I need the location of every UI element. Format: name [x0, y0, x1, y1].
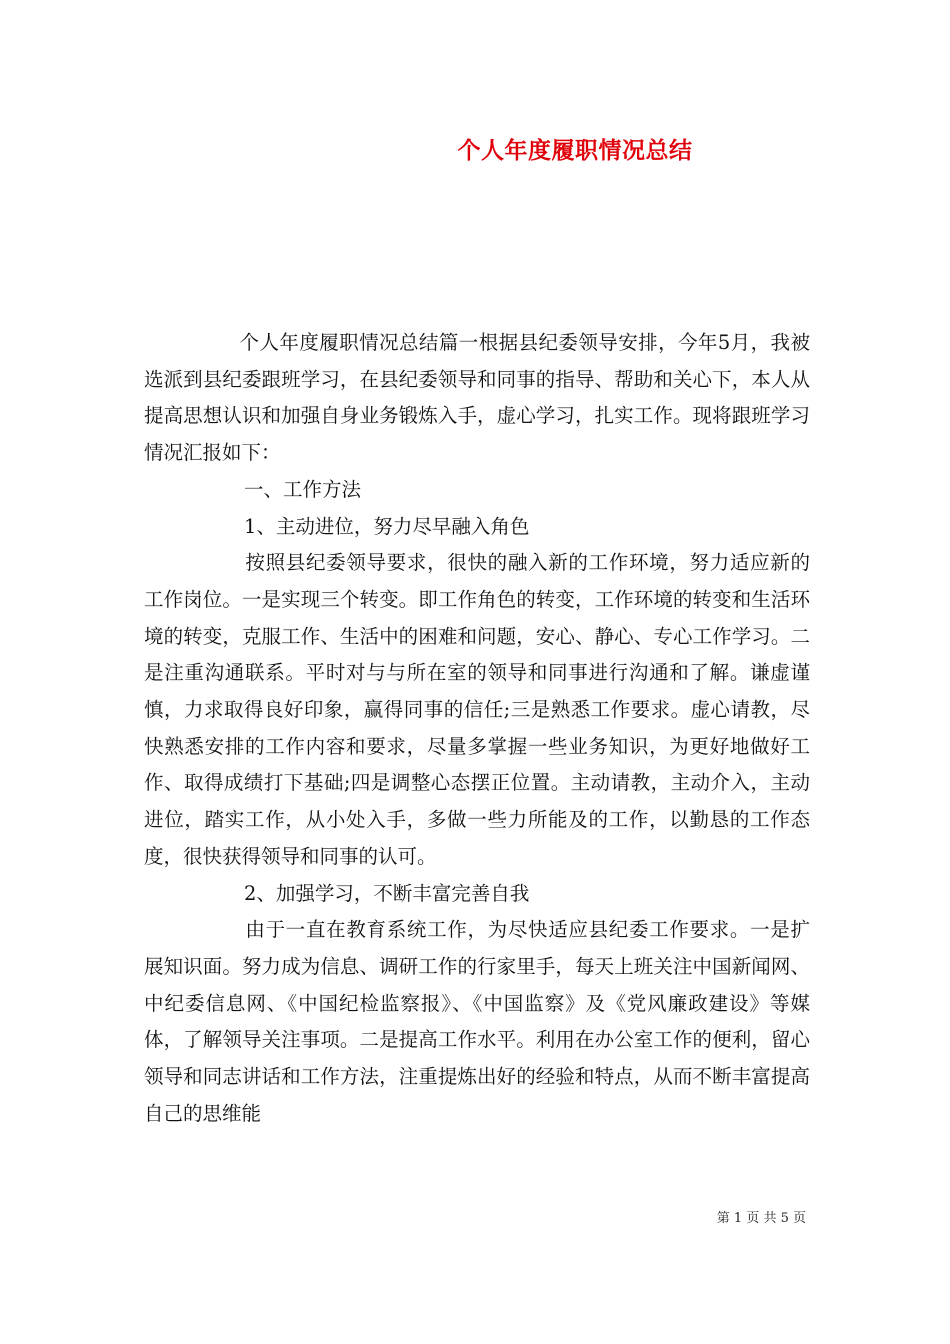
- body-paragraph-2: 由于一直在教育系统工作，为尽快适应县纪委工作要求。一是扩展知识面。努力成为信息、调研工作的行家里手，每天上班关注中国新闻网、中纪委信息网、《中国纪检监察报》、《中国监察》及《党风廉政建设》等媒体，了解领导关注事项。二是提高工作水平。利用在办公室工作的便利，留心领导和同志讲话和工作方法，注重提炼出好的经验和特点，从而不断丰富提高自己的思维能: [144, 918, 810, 1125]
- subheading-1: 1、主动进位，努力尽早融入角色: [244, 514, 530, 538]
- body-paragraph-1: 按照县纪委领导要求，很快的融入新的工作环境，努力适应新的工作岗位。一是实现三个转变。即工作角色的转变，工作环境的转变和生活环境的转变，克服工作、生活中的困难和问题，安心、静心、专心工作学习。二是注重沟通联系。平时对与与所在室的领导和同事进行沟通和了解。谦虚谨慎，力求取得良好印象，赢得同事的信任;三是熟悉工作要求。虚心请教，尽快熟悉安排的工作内容和要求，尽量多掌握一些业务知识，为更好地做好工作、取得成绩打下基础;四是调整心态摆正位置。主动请教，主动介入，主动进位，踏实工作，从小处入手，多做一些力所能及的工作，以勤恳的工作态度，很快获得领导和同事的认可。: [144, 551, 810, 868]
- section-heading-work-method: 一、工作方法: [244, 477, 362, 501]
- intro-paragraph: 个人年度履职情况总结篇一根据县纪委领导安排，今年5月，我被选派到县纪委跟班学习，在县纪委领导和同事的指导、帮助和关心下，本人从提高思想认识和加强自身业务锻炼入手，虚心学习，扎实工作。现将跟班学习情况汇报如下：: [144, 331, 810, 465]
- document-title: 个人年度履职情况总结: [457, 137, 693, 164]
- subheading-2: 2、加强学习，不断丰富完善自我: [244, 881, 530, 905]
- page-number: 第 1 页 共 5 页: [716, 1211, 806, 1226]
- document-body: [144, 325, 810, 1132]
